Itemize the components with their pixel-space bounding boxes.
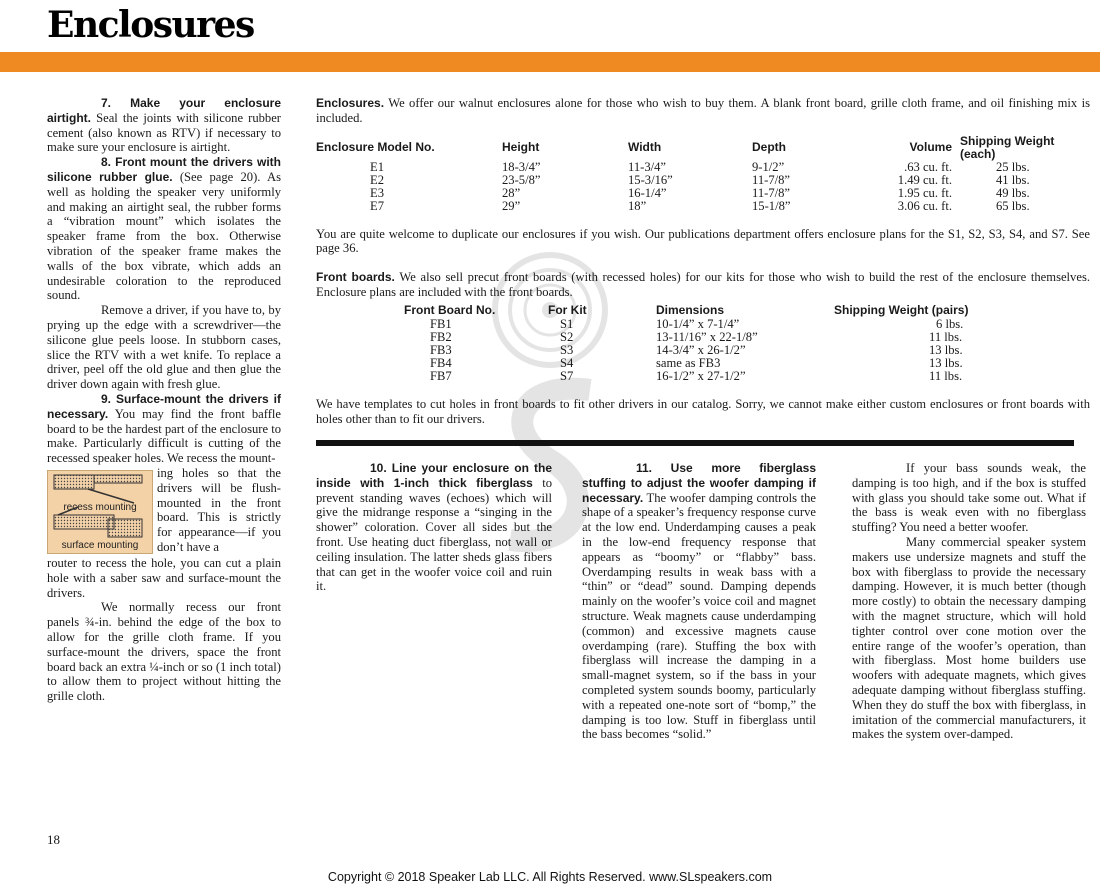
step-10-heading: 10. Line your enclosure on the inside with 1-inch thick fiberglass xyxy=(316,461,552,490)
table-cell: 18” xyxy=(628,198,647,213)
table-cell: 1.49 cu. ft. xyxy=(897,172,952,187)
table-cell: FB2 xyxy=(430,329,452,344)
page-title: Enclosures xyxy=(47,4,254,46)
enclosures-intro xyxy=(316,96,1090,126)
table-cell: S3 xyxy=(560,342,574,357)
table-row xyxy=(316,200,1090,213)
paragraph-recess-panels: We normally recess our front panels ¾-in. behind the edge of the box to allow for the grille cloth frame. If you surface-mount the drivers, space the front board back an extra ¼-inch or so (1 inch total) to allow them to project without hitting the grille cloth. xyxy=(47,600,281,704)
table-row xyxy=(404,370,1014,383)
col-header: Dimensions xyxy=(656,302,725,317)
paragraph-step-8 xyxy=(47,155,281,303)
step-9-heading: 9. Surface-mount the drivers if necessary. xyxy=(47,391,281,421)
table-cell: 28” xyxy=(502,185,521,200)
table-cell: 25 lbs. xyxy=(996,159,1030,174)
table-cell: 10-1/4” x 7-1/4” xyxy=(656,316,740,331)
step-9-body: You may find the front baffle board to be the hardest part of the enclosure to make. Particularly difficult is cutting of the recessed speaker holes. We recess the mount- xyxy=(47,406,281,466)
table-cell: FB4 xyxy=(430,355,452,370)
table-cell: 9-1/2” xyxy=(752,159,785,174)
mounting-figure xyxy=(47,470,153,554)
paragraph-commercial-makers: Many commercial speaker system makers use undersize magnets and stuff the box with fiberglass to provide the necessary damping. However, it is much better (though more costly) to obtain the necessary damping with the magnet structure, which will hold tighter control over cone motion over the entire range of the woofer’s operation, than with fiberglass. Most home builders use woofers with adequate magnets, which gives adequate damping without fiberglass stuffing. When they do stuff the box with fiberglass, in imitation of the commercial manufacturers, it makes the system over-damped. xyxy=(852,534,1086,742)
table-cell: E7 xyxy=(370,198,384,213)
table-cell: 11-7/8” xyxy=(752,172,791,187)
table-row xyxy=(404,357,1014,370)
step-8-heading: 8. Front mount the drivers with silicone rubber glue. xyxy=(47,155,281,184)
table-cell: 14-3/4” x 26-1/2” xyxy=(656,342,746,357)
paragraph-step-11 xyxy=(582,461,816,742)
table-row xyxy=(404,318,1014,331)
table-cell: E3 xyxy=(370,185,384,200)
table-cell: FB7 xyxy=(430,368,452,383)
right-upper-block xyxy=(316,96,1090,426)
table-cell: 16-1/2” x 27-1/2” xyxy=(656,368,746,383)
table-header-row xyxy=(316,135,1090,161)
table-row xyxy=(316,174,1090,187)
table-cell: 29” xyxy=(502,198,521,213)
table-cell: 23-5/8” xyxy=(502,172,541,187)
step-7-heading: 7. Make your enclosure airtight. xyxy=(47,96,281,125)
table-header-row xyxy=(404,303,1014,318)
col-header: Enclosure Model No. xyxy=(316,140,435,155)
table-cell: S1 xyxy=(560,316,574,331)
copyright-footer: Copyright © 2018 Speaker Lab LLC. All Rights Reserved. www.SLspeakers.com xyxy=(327,870,773,884)
table-cell: S2 xyxy=(560,329,574,344)
table-cell: 41 lbs. xyxy=(996,172,1030,187)
table-row xyxy=(316,161,1090,174)
table-cell: same as FB3 xyxy=(656,355,721,370)
col-header: Height xyxy=(502,140,540,155)
table-cell: E2 xyxy=(370,172,384,187)
step-8-body: (See page 20). As well as holding the speaker very uniformly and making an airtight seal, the rubber forms a “vibration mount” which isolates the speaker frame from the box. Otherwise vibration of the speaker frame makes the walls of the box vibrate, which adds an undesirable coloration to the reproduced sound. xyxy=(47,169,281,303)
table-cell: 65 lbs. xyxy=(996,198,1030,213)
table-cell: S7 xyxy=(560,368,574,383)
wrapped-text-beside-figure: ing holes so that the drivers will be flush-mounted in the front board. This is strictly for appearance—if you don’t have a xyxy=(157,465,281,554)
table-cell: 11 lbs. xyxy=(929,368,963,383)
table-cell: 13-11/16” x 22-1/8” xyxy=(656,329,758,344)
table-row xyxy=(404,344,1014,357)
table-cell: 49 lbs. xyxy=(996,185,1030,200)
table-row xyxy=(316,187,1090,200)
col-header: Width xyxy=(628,140,662,155)
paragraph-step-9-continued: router to recess the hole, you can cut a plain hole with a saber saw and surface-mount the drivers. xyxy=(47,555,281,600)
table-cell: 11-7/8” xyxy=(752,185,791,200)
templates-paragraph: We have templates to cut holes in front boards to fit other drivers in our catalog. Sorry, we cannot make either custom enclosures or front boards with holes other than to fit our drivers. xyxy=(316,396,1090,426)
surface-mounting-label: surface mounting xyxy=(61,539,139,551)
paragraph-step-9 xyxy=(47,392,281,466)
paragraph-remove-driver: Remove a driver, if you have to, by prying up the edge with a screwdriver—the silicone glue peels loose. In stubborn cases, slice the RTV with a wet knife. To replace a driver, peel off the old glue and then glue the driver down again with fresh glue. xyxy=(47,303,281,392)
duplicate-paragraph: You are quite welcome to duplicate our enclosures if you wish. Our publications department offers enclosure plans for the S1, S2, S3, S4, and S7. See page 36. xyxy=(316,226,1090,256)
table-cell: 16-1/4” xyxy=(628,185,667,200)
paragraph-step-10 xyxy=(316,461,552,594)
col-header: Shipping Weight (each) xyxy=(960,133,1055,161)
table-cell: 15-1/8” xyxy=(752,198,791,213)
col-header: For Kit xyxy=(548,302,587,317)
column-step-11 xyxy=(582,461,816,742)
col-header: Shipping Weight (pairs) xyxy=(834,302,969,317)
enclosures-intro-text: We offer our walnut enclosures alone for those who wish to buy them. A blank front board, grille cloth frame, and oil finishing mix is included. xyxy=(316,96,1091,125)
step-10-body: to prevent standing waves (echoes) which will give the midrange response a “singing in the shower” coloration. Cover all sides but the front. Use heating duct fiberglass, not wall or ceiling insulation. The latter sheds glass fibers that can get in the woofer voice coil and ruin it. xyxy=(316,475,552,594)
front-board-table xyxy=(404,303,1014,383)
column-damping xyxy=(852,461,1086,742)
table-cell: 18-3/4” xyxy=(502,159,541,174)
table-cell: 13 lbs. xyxy=(929,355,963,370)
col-header: Front Board No. xyxy=(404,302,496,317)
step-7-body: Seal the joints with silicone rubber cement (also known as RTV) if necessary to make sure your enclosure is airtight. xyxy=(47,110,281,155)
front-boards-heading: Front boards. xyxy=(316,270,395,285)
front-boards-intro-text: We also sell precut front boards (with recessed holes) for our kits for those who wish to build the rest of the enclosure themselves. Enclosure plans are included with the front boards. xyxy=(316,270,1090,299)
table-cell: 1.95 cu. ft. xyxy=(897,185,952,200)
table-cell: E1 xyxy=(370,159,384,174)
recess-mounting-label: recess mounting xyxy=(63,501,137,513)
table-cell: S4 xyxy=(560,355,574,370)
paragraph-weak-bass: If your bass sounds weak, the damping is too high, and if the box is stuffed with glass you should take some out. What if the bass is weak even with no fiberglass stuffing? You need a better woofer. xyxy=(852,461,1086,535)
col-header: Depth xyxy=(752,140,786,155)
table-cell: .63 cu. ft. xyxy=(904,159,952,174)
enclosures-heading: Enclosures. xyxy=(316,96,385,110)
col-header: Volume xyxy=(909,140,952,155)
table-cell: 15-3/16” xyxy=(628,172,673,187)
table-cell: FB3 xyxy=(430,342,452,357)
front-boards-intro xyxy=(316,270,1090,300)
section-divider xyxy=(316,440,1074,446)
table-cell: 13 lbs. xyxy=(929,342,963,357)
left-column xyxy=(47,96,281,704)
table-cell: FB1 xyxy=(430,316,452,331)
table-cell: 11-3/4” xyxy=(628,159,667,174)
page-number: 18 xyxy=(47,832,60,847)
step-11-body: The woofer damping controls the shape of a speaker’s frequency response curve at the low end. Underdamping causes a peak in the low-end frequency response that appears as “boomy” or “flabby” bass. Overdamping results in weak bass with a “thin” or “dead” sound. Damping depends mainly on the woofer’s voice coil and magnet structure. Weak magnets cause underdamping (common) and excessive magnets cause overdamping (rare). Stuffing the box with fiberglass will increase the damping in a small-magnet system, so if the bass in your completed system sounds boomy, particularly with a repeated one-note sort of “bomp,” the damping is too low. Stuff in fiberglass until the bass becomes “solid.” xyxy=(582,490,816,742)
enclosure-table xyxy=(316,135,1090,213)
table-cell: 3.06 cu. ft. xyxy=(897,198,952,213)
step-11-heading: 11. Use more fiberglass stuffing to adjust the woofer damping if necessary. xyxy=(582,461,816,505)
paragraph-step-7 xyxy=(47,96,281,155)
table-cell: 6 lbs. xyxy=(936,316,964,331)
mounting-figure-block xyxy=(47,466,281,556)
table-cell: 11 lbs. xyxy=(929,329,963,344)
header-accent-bar xyxy=(0,52,1100,72)
column-step-10 xyxy=(316,461,552,594)
table-row xyxy=(404,331,1014,344)
